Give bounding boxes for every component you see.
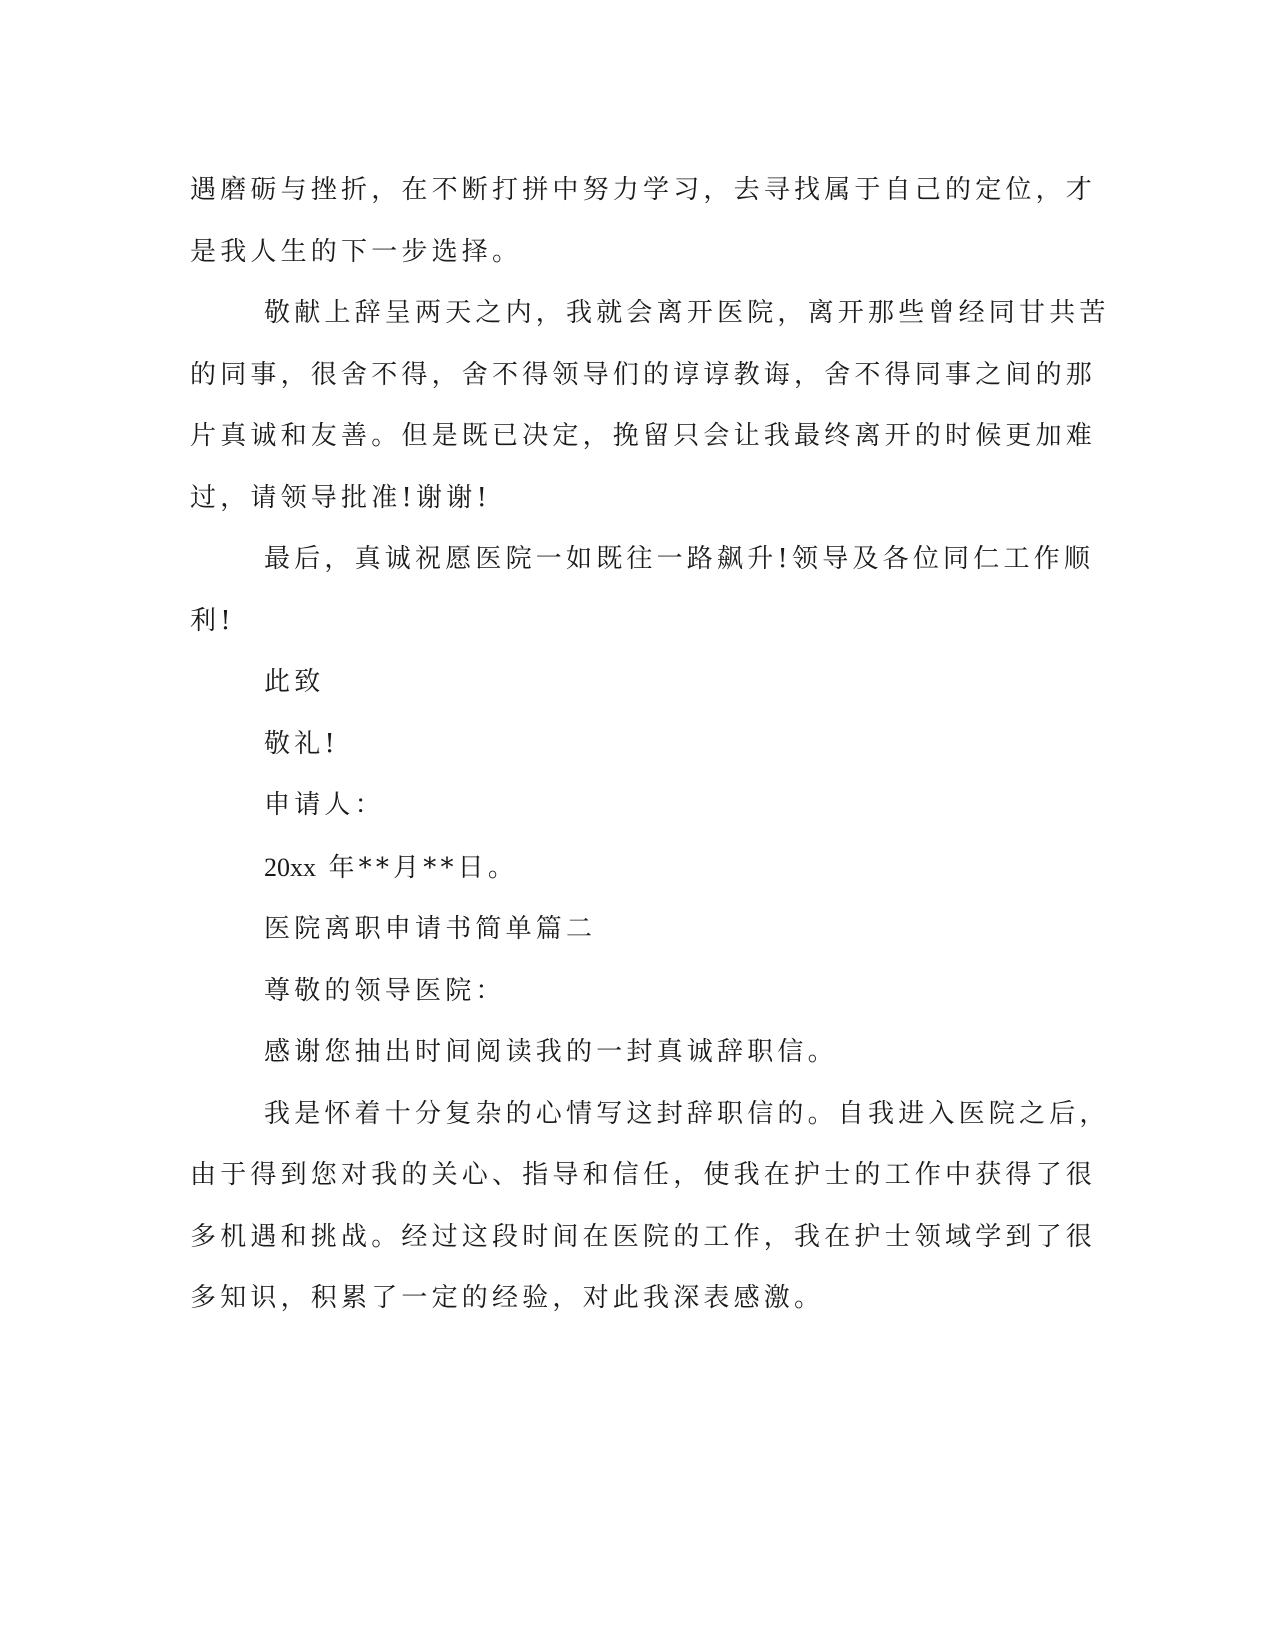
document-body: [190, 160, 1110, 1330]
text-line: 我是怀着十分复杂的心情写这封辞职信的。自我进入医院之后，: [264, 1098, 1110, 1129]
paragraph-resignation-notice: [190, 283, 1110, 529]
date-year: 20xx: [264, 852, 316, 882]
text-line: 利!: [190, 605, 235, 636]
text-line: 的同事，很舍不得，舍不得领导们的谆谆教诲，舍不得同事之间的那: [190, 359, 1097, 390]
paragraph-continuation: [190, 160, 1097, 283]
date-rest: 年**月**日。: [328, 852, 519, 883]
greeting-line: 尊敬的领导医院：: [264, 975, 506, 1006]
applicant-label: 申请人：: [264, 790, 385, 820]
text-line: 多机遇和挑战。经过这段时间在医院的工作，我在护士领域学到了很: [190, 1221, 1097, 1252]
text-line: 感谢您抽出时间阅读我的一封真诚辞职信。: [264, 1037, 838, 1067]
text-line: 片真诚和友善。但是既已决定，挽留只会让我最终离开的时候更加难: [190, 421, 1097, 451]
paragraph-body: [190, 1084, 1110, 1330]
text-line: 是我人生的下一步选择。: [190, 236, 523, 267]
closing-line: 此致: [264, 667, 325, 697]
text-line: 遇磨砺与挫折，在不断打拼中努力学习，去寻找属于自己的定位，才: [190, 175, 1097, 205]
salute-line: 敬礼!: [264, 728, 340, 759]
text-line: 过，请领导批准!谢谢!: [190, 482, 492, 513]
paragraph-thanks: [190, 1022, 1080, 1084]
text-line: 最后，真诚祝愿医院一如既往一路飙升!领导及各位同仁工作顺: [264, 544, 1095, 574]
paragraph-wishes: [190, 529, 1095, 652]
text-line: 多知识，积累了一定的经验，对此我深表感激。: [190, 1283, 825, 1313]
text-line: 由于得到您对我的关心、指导和信任，使我在护士的工作中获得了很: [190, 1160, 1097, 1190]
date-line: [190, 837, 1080, 900]
section-title: 医院离职申请书简单篇二: [264, 914, 597, 944]
text-line: 敬献上辞呈两天之内，我就会离开医院，离开那些曾经同甘共苦: [264, 298, 1110, 328]
